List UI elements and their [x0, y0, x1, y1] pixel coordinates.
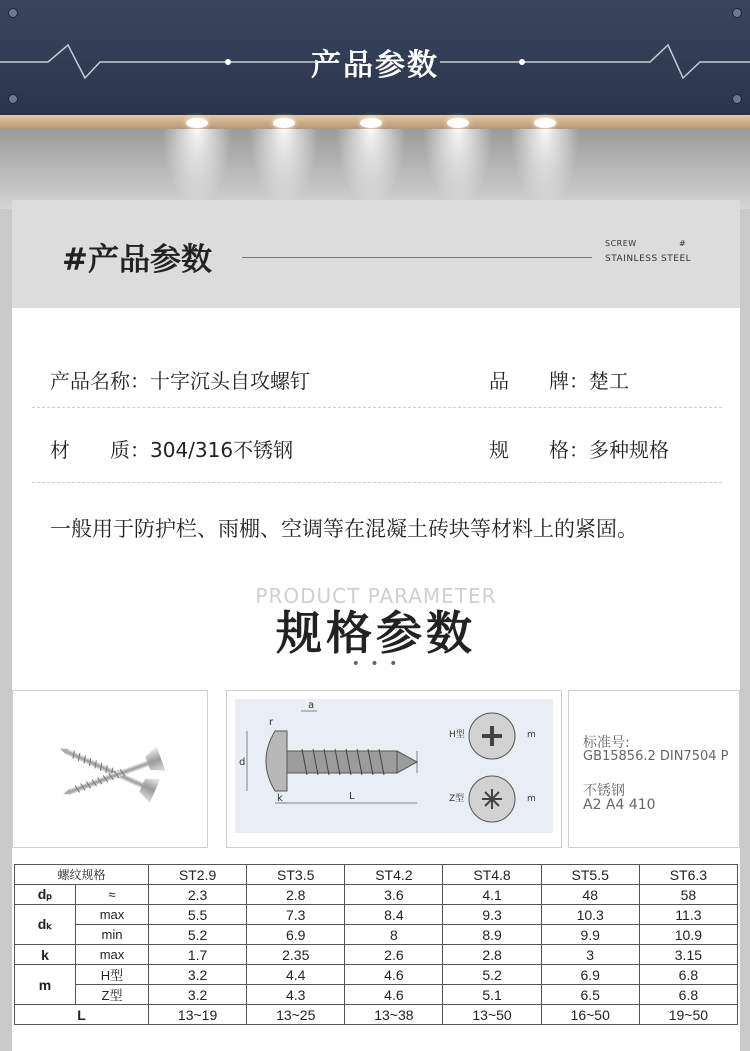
row-label: k — [15, 945, 76, 965]
table-cell: 6.8 — [639, 985, 737, 1005]
spotlight-icon — [360, 118, 382, 128]
row-sublabel: max — [76, 945, 149, 965]
section-subtitle: PRODUCT PARAMETER — [255, 584, 497, 608]
size-header: ST4.2 — [345, 865, 443, 885]
tag-stainless: STAINLESS STEEL — [605, 254, 692, 264]
bolt-icon — [732, 8, 742, 18]
table-cell: 13~25 — [247, 1005, 345, 1025]
table-cell: 5.5 — [149, 905, 247, 925]
spotlight-icon — [534, 118, 556, 128]
table-cell: 2.8 — [443, 945, 541, 965]
table-cell: 5.1 — [443, 985, 541, 1005]
bolt-icon — [8, 8, 18, 18]
table-cell: 16~50 — [541, 1005, 639, 1025]
table-cell: 10.9 — [639, 925, 737, 945]
table-header-label: 螺纹规格 — [15, 865, 149, 885]
screw-diagram — [227, 691, 562, 848]
table-cell: 2.3 — [149, 885, 247, 905]
product-name-value: 十字沉头自攻螺钉 — [150, 369, 310, 393]
table-cell: 4.4 — [247, 965, 345, 985]
standard-panel — [568, 690, 740, 848]
table-cell: 13~19 — [149, 1005, 247, 1025]
table-cell: 5.2 — [443, 965, 541, 985]
top-banner — [0, 0, 750, 115]
content-card — [12, 200, 740, 1051]
material-row — [50, 434, 293, 463]
table-cell: 9.3 — [443, 905, 541, 925]
bolt-icon — [8, 94, 18, 104]
banner-title: 产品参数 — [311, 48, 439, 83]
brand-value: 楚工 — [589, 369, 629, 393]
table-cell: 6.9 — [247, 925, 345, 945]
table-cell: 6.5 — [541, 985, 639, 1005]
table-cell: 2.6 — [345, 945, 443, 965]
table-cell: 4.6 — [345, 965, 443, 985]
tag-screw: SCREW — [605, 239, 637, 248]
header-divider — [242, 257, 592, 258]
table-cell: 9.9 — [541, 925, 639, 945]
dim-m-label: m — [527, 730, 536, 740]
row-label: L — [15, 1005, 149, 1025]
table-cell: 4.6 — [345, 985, 443, 1005]
material-grades: A2 A4 410 — [583, 797, 656, 813]
spotlight-icon — [447, 118, 469, 128]
size-header: ST5.5 — [541, 865, 639, 885]
table-cell: 8 — [345, 925, 443, 945]
table-cell: 3.2 — [149, 985, 247, 1005]
table-cell: 13~38 — [345, 1005, 443, 1025]
brand-label: 品 牌： — [489, 369, 589, 393]
row-label: dₖ — [15, 905, 76, 945]
table-header-row — [15, 865, 738, 885]
table-cell: 1.7 — [149, 945, 247, 965]
material-type: 不锈钢 — [583, 783, 625, 799]
spec-title: 规格参数 — [276, 606, 476, 660]
table-cell: 3.2 — [149, 965, 247, 985]
row-sublabel: H型 — [76, 965, 149, 985]
table-cell: 10.3 — [541, 905, 639, 925]
table-cell: 8.9 — [443, 925, 541, 945]
screw-photo-icon — [13, 691, 208, 848]
size-header: ST2.9 — [149, 865, 247, 885]
table-cell: 6.8 — [639, 965, 737, 985]
row-sublabel: ≈ — [76, 885, 149, 905]
spec-row — [489, 434, 669, 463]
tag-hash: # — [679, 239, 686, 248]
table-cell: 5.2 — [149, 925, 247, 945]
brand-row — [489, 365, 629, 394]
dim-a-label: a — [308, 700, 315, 711]
spec-value: 多种规格 — [589, 438, 669, 462]
table-cell: 11.3 — [639, 905, 737, 925]
product-name-label: 产品名称： — [50, 369, 150, 393]
size-header: ST6.3 — [639, 865, 737, 885]
spec-table — [14, 864, 738, 1025]
usage-description: 一般用于防护栏、雨棚、空调等在混凝土砖块等材料上的紧固。 — [50, 517, 638, 541]
table-cell: 58 — [639, 885, 737, 905]
bolt-icon — [732, 94, 742, 104]
dim-r-label: r — [269, 717, 274, 728]
table-row — [15, 885, 738, 905]
table-cell: 2.35 — [247, 945, 345, 965]
spotlight-icon — [186, 118, 208, 128]
dim-k-label: k — [277, 793, 283, 804]
title-dots: • • • — [351, 656, 401, 672]
row-sublabel: Z型 — [76, 985, 149, 1005]
size-header: ST3.5 — [247, 865, 345, 885]
table-cell: 3.15 — [639, 945, 737, 965]
table-row — [15, 985, 738, 1005]
row-label: m — [15, 965, 76, 1005]
table-row — [15, 905, 738, 925]
row-sublabel: max — [76, 905, 149, 925]
dim-L-label: L — [349, 791, 355, 802]
row-divider — [32, 482, 722, 483]
table-cell: 8.4 — [345, 905, 443, 925]
table-cell: 13~50 — [443, 1005, 541, 1025]
table-row — [15, 945, 738, 965]
table-row — [15, 1005, 738, 1025]
section-title: #产品参数 — [62, 242, 212, 278]
product-name-row — [50, 365, 310, 394]
size-header: ST4.8 — [443, 865, 541, 885]
table-cell: 3 — [541, 945, 639, 965]
table-cell: 7.3 — [247, 905, 345, 925]
spec-label: 规 格： — [489, 438, 589, 462]
spotlight-wall — [0, 129, 750, 209]
technical-drawing — [226, 690, 562, 848]
spotlight-icon — [273, 118, 295, 128]
table-row — [15, 965, 738, 985]
table-row — [15, 925, 738, 945]
table-cell: 4.3 — [247, 985, 345, 1005]
row-label: dₚ — [15, 885, 76, 905]
table-cell: 19~50 — [639, 1005, 737, 1025]
standard-label: 标准号: — [583, 735, 630, 751]
section-header — [12, 200, 740, 308]
row-sublabel: min — [76, 925, 149, 945]
product-photo — [12, 690, 208, 848]
table-cell: 3.6 — [345, 885, 443, 905]
material-value: 304/316不锈钢 — [150, 438, 294, 462]
table-cell: 2.8 — [247, 885, 345, 905]
standard-value: GB15856.2 DIN7504 P — [583, 749, 729, 764]
material-label: 材 质： — [50, 438, 150, 462]
table-cell: 48 — [541, 885, 639, 905]
dim-m-label: m — [527, 794, 536, 804]
dim-d-label: d — [239, 757, 246, 768]
head-type-z-label: Z型 — [449, 794, 465, 804]
table-cell: 6.9 — [541, 965, 639, 985]
head-type-h-label: H型 — [449, 730, 465, 740]
table-cell: 4.1 — [443, 885, 541, 905]
row-divider — [32, 407, 722, 408]
